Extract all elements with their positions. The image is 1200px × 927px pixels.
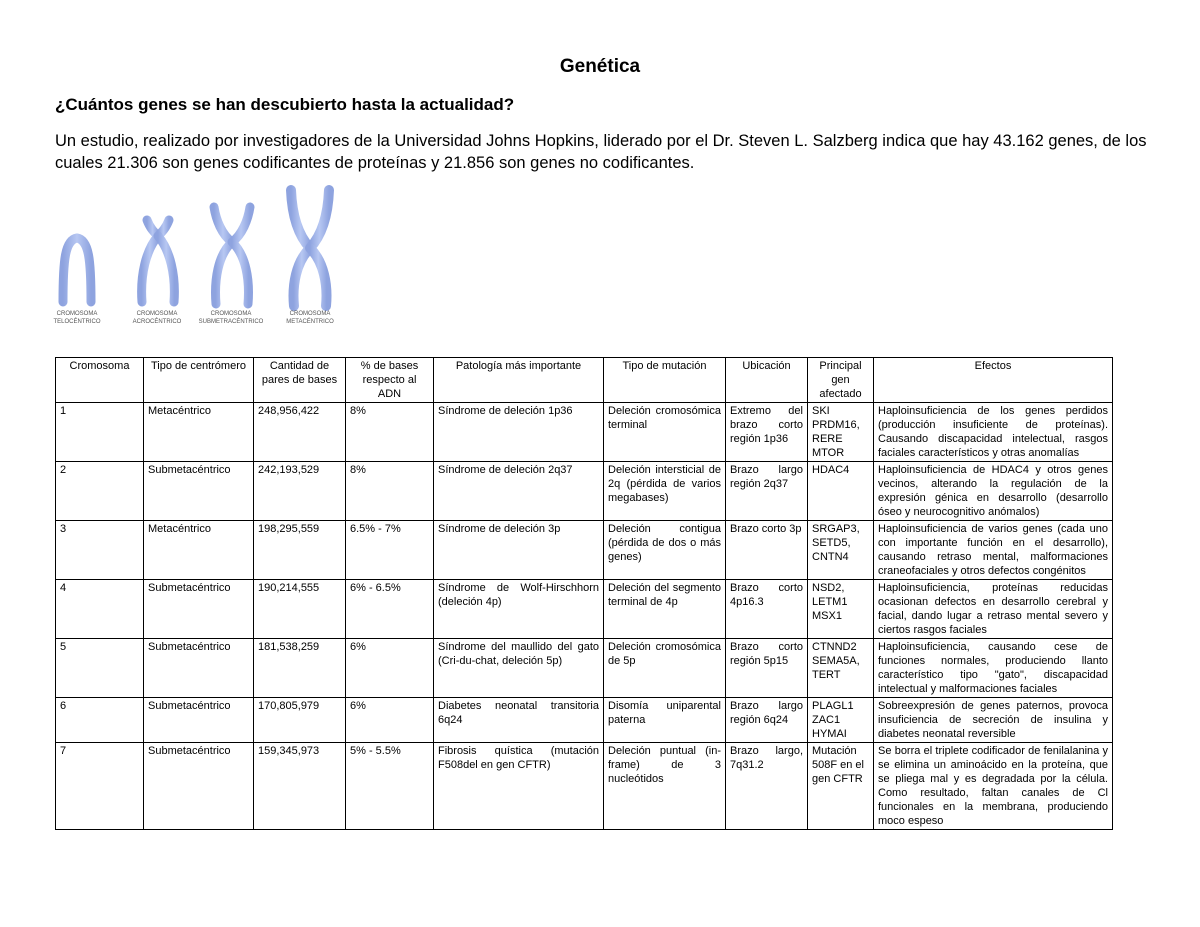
table-cell: Brazo largo región 6q24 [726, 698, 808, 743]
table-cell: 242,193,529 [254, 462, 346, 521]
table-cell: SKI PRDM16, RERE MTOR [808, 403, 874, 462]
table-cell: Brazo largo, 7q31.2 [726, 743, 808, 830]
table-cell: Diabetes neonatal transitoria 6q24 [434, 698, 604, 743]
table-cell: Síndrome de deleción 1p36 [434, 403, 604, 462]
table-cell: 6% - 6.5% [346, 580, 434, 639]
table-cell: 5% - 5.5% [346, 743, 434, 830]
table-cell: Submetacéntrico [144, 698, 254, 743]
table-cell: Fibrosis quística (mutación F508del en gen CFTR) [434, 743, 604, 830]
table-cell: Deleción cromosómica de 5p [604, 639, 726, 698]
table-cell: 181,538,259 [254, 639, 346, 698]
section-question: ¿Cuántos genes se han descubierto hasta la actualidad? [55, 95, 515, 114]
telocentric-chromosome-icon [63, 238, 91, 302]
col-header: Tipo de centrómero [144, 358, 254, 403]
table-cell: Haploinsuficiencia de HDAC4 y otros genes vecinos, alterando la regulación de la expresión génica en desarrollo (desarrollo óseo y neurocognitivo anómalos) [874, 462, 1113, 521]
table-cell: Deleción del segmento terminal de 4p [604, 580, 726, 639]
table-cell: 8% [346, 403, 434, 462]
table-cell: Haploinsuficiencia de los genes perdidos (producción insuficiente de proteínas). Causando discapacidad intelectual, rasgos faciales característicos y otras anomalías [874, 403, 1113, 462]
table-cell: Deleción contigua (pérdida de dos o más genes) [604, 521, 726, 580]
table-cell: Haploinsuficiencia, causando cese de funciones normales, produciendo llanto característico tipo "gato", discapacidad intelectual y malformaciones faciales [874, 639, 1113, 698]
intro-paragraph: Un estudio, realizado por investigadores de la Universidad Johns Hopkins, liderado por el Dr. Steven L. Salzberg indica que hay 43.162 genes, de los cuales 21.306 son genes codificantes de proteínas y 21.856 son genes no codificantes. [55, 132, 1147, 172]
table-row [56, 698, 1113, 743]
table-cell: 6% [346, 639, 434, 698]
table-cell: Extremo del brazo corto región 1p36 [726, 403, 808, 462]
table-cell: 159,345,973 [254, 743, 346, 830]
table-cell: 4 [56, 580, 144, 639]
table-cell: CTNND2 SEMA5A, TERT [808, 639, 874, 698]
table-row [56, 462, 1113, 521]
table-row [56, 639, 1113, 698]
table-cell: Brazo corto 4p16.3 [726, 580, 808, 639]
table-cell: Sobreexpresión de genes paternos, provoca insuficiencia de secreción de insulina y diabetes neonatal reversible [874, 698, 1113, 743]
col-header: Cromosoma [56, 358, 144, 403]
table-cell: Deleción puntual (in-frame) de 3 nucleótidos [604, 743, 726, 830]
table-cell: 8% [346, 462, 434, 521]
table-cell: 6.5% - 7% [346, 521, 434, 580]
table-cell: Disomía uniparental paterna [604, 698, 726, 743]
table-cell: SRGAP3, SETD5, CNTN4 [808, 521, 874, 580]
table-cell: 5 [56, 639, 144, 698]
table-cell: Submetacéntrico [144, 639, 254, 698]
table-row [56, 743, 1113, 830]
table-row [56, 521, 1113, 580]
table-cell: 248,956,422 [254, 403, 346, 462]
table-cell: Deleción intersticial de 2q (pérdida de varios megabases) [604, 462, 726, 521]
chromosome-label: CROMOSOMA TELOCÉNTRICO [53, 311, 101, 325]
col-header: Ubicación [726, 358, 808, 403]
metacentric-chromosome-icon [291, 190, 329, 306]
table-cell: Deleción cromosómica terminal [604, 403, 726, 462]
table-header-row [56, 358, 1113, 403]
table-cell: Brazo largo región 2q37 [726, 462, 808, 521]
acrocentric-chromosome-icon [142, 220, 175, 302]
table-cell: Síndrome de deleción 3p [434, 521, 604, 580]
table-cell: PLAGL1 ZAC1 HYMAI [808, 698, 874, 743]
table-cell: Submetacéntrico [144, 580, 254, 639]
table-cell: 3 [56, 521, 144, 580]
table-cell: HDAC4 [808, 462, 874, 521]
table-cell: Brazo corto 3p [726, 521, 808, 580]
table-cell: Síndrome de Wolf-Hirschhorn (deleción 4p) [434, 580, 604, 639]
col-header: Efectos [874, 358, 1113, 403]
genetics-table [55, 357, 1113, 830]
table-cell: 6 [56, 698, 144, 743]
chromosome-label: CROMOSOMA METACÉNTRICO [286, 311, 334, 325]
table-cell: 7 [56, 743, 144, 830]
table-cell: 170,805,979 [254, 698, 346, 743]
table-cell: Síndrome de deleción 2q37 [434, 462, 604, 521]
table-cell: Se borra el triplete codificador de fenilalanina y se elimina un aminoácido en la proteína, que se pliega mal y es degradada por la célula. Como resultado, faltan canales de Cl funcionales en la membrana, produciendo moco espeso [874, 743, 1113, 830]
col-header: % de bases respecto al ADN [346, 358, 434, 403]
table-cell: 1 [56, 403, 144, 462]
col-header: Principal gen afectado [808, 358, 874, 403]
table-cell: Submetacéntrico [144, 462, 254, 521]
table-cell: 2 [56, 462, 144, 521]
table-cell: Síndrome del maullido del gato (Cri-du-chat, deleción 5p) [434, 639, 604, 698]
table-cell: Haploinsuficiencia, proteínas reducidas ocasionan defectos en desarrollo cerebral y facial, dando lugar a retraso mental severo y ciertos rasgos faciales [874, 580, 1113, 639]
table-cell: Submetacéntrico [144, 743, 254, 830]
chromosome-label: CROMOSOMA SUBMETRACÉNTRICO [198, 311, 264, 325]
col-header: Tipo de mutación [604, 358, 726, 403]
table-cell: Mutación 508F en el gen CFTR [808, 743, 874, 830]
table-cell: Brazo corto región 5p15 [726, 639, 808, 698]
table-cell: NSD2, LETM1 MSX1 [808, 580, 874, 639]
table-cell: Metacéntrico [144, 403, 254, 462]
col-header: Patología más importante [434, 358, 604, 403]
submetacentric-chromosome-icon [214, 207, 250, 304]
col-header: Cantidad de pares de bases [254, 358, 346, 403]
chromosome-label: CROMOSOMA ACROCÉNTRICO [132, 311, 182, 325]
table-row [56, 580, 1113, 639]
page-title: Genética [559, 56, 641, 77]
table-row [56, 403, 1113, 462]
table-cell: 198,295,559 [254, 521, 346, 580]
table-cell: Haploinsuficiencia de varios genes (cada uno con importante función en el desarrollo), causando retraso mental, malformaciones craneofaciales y otros defectos congénitos [874, 521, 1113, 580]
table-cell: 190,214,555 [254, 580, 346, 639]
table-cell: 6% [346, 698, 434, 743]
table-cell: Metacéntrico [144, 521, 254, 580]
